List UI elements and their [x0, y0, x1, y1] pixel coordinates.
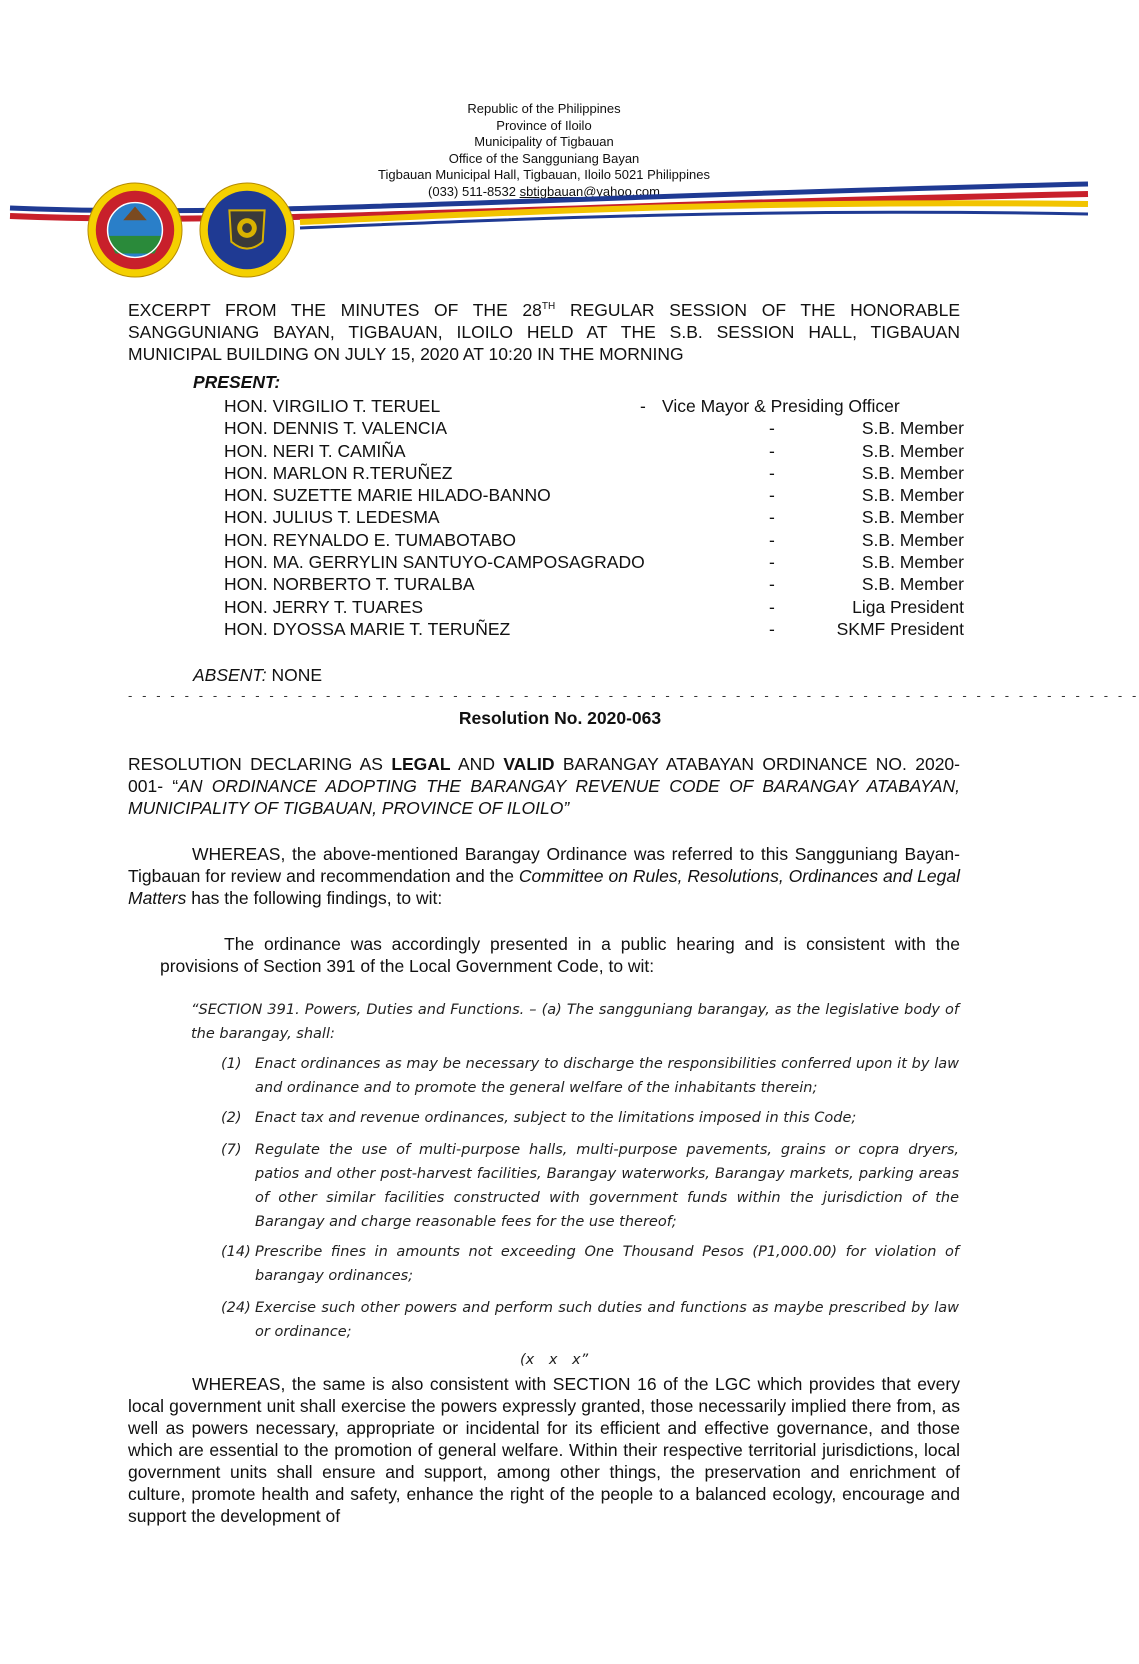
quote-item-number: (24)	[221, 1300, 251, 1316]
paragraph-text: has the following findings, to wit:	[186, 888, 443, 908]
member-position: S.B. Member	[861, 418, 964, 439]
absent-line	[193, 665, 322, 686]
member-row	[224, 417, 964, 439]
quote-item-text: Regulate the use of multi-purpose halls, multi-purpose pavements, grains or copra dryers, patios and other post-harvest facilities, Barangay waterworks, Barangay markets, parking areas of other similar facilities constructed with government funds within the jurisdiction of the Barangay and charge reasonable fees for the use thereof;	[255, 1142, 959, 1230]
quote-item-text: Enact ordinances as may be necessary to discharge the responsibilities conferred upon it by law and ordinance and to promote the general welfare of the inhabitants therein;	[255, 1056, 959, 1096]
member-row	[224, 596, 964, 618]
letterhead-line: Municipality of Tigbauan	[474, 134, 614, 149]
sangguniang-bayan-seal-logo	[198, 180, 296, 280]
excerpt-text-rest: REGULAR SESSION OF THE HONORABLE SANGGUNIANG BAYAN, TIGBAUAN, ILOILO HELD AT THE S.B. SESSION HALL, TIGBAUAN MUNICIPAL BUILDING ON JULY 15, 2020 AT 10:20 IN THE MORNING	[128, 299, 960, 364]
minutes-excerpt-heading	[128, 296, 960, 365]
title-bold-legal: LEGAL	[391, 754, 451, 774]
title-text: RESOLUTION DECLARING AS	[128, 754, 392, 774]
member-dash: -	[640, 396, 646, 416]
member-name: HON. DENNIS T. VALENCIA	[224, 418, 448, 439]
letterhead-line: Province of Iloilo	[496, 117, 592, 133]
member-dash: -	[769, 529, 775, 550]
member-row	[224, 462, 964, 484]
quote-item-text: Prescribe fines in amounts not exceeding One Thousand Pesos (P1,000.00) for violation of barangay ordinances;	[255, 1244, 959, 1284]
member-position: S.B. Member	[861, 529, 964, 550]
member-name: HON. REYNALDO E. TUMABOTABO	[224, 529, 517, 550]
excerpt-text: EXCERPT FROM THE MINUTES OF THE 28	[128, 299, 542, 320]
member-row	[224, 551, 964, 573]
member-name: HON. DYOSSA MARIE T. TERUÑEZ	[224, 618, 511, 639]
member-name: HON. VIRGILIO T. TERUEL	[224, 396, 441, 416]
member-position: S.B. Member	[861, 574, 964, 595]
quote-item-text: Exercise such other powers and perform such duties and functions as maybe prescribed by law or ordinance;	[255, 1300, 959, 1340]
quote-item-text: Enact tax and revenue ordinances, subject to the limitations imposed in this Code;	[255, 1110, 857, 1126]
member-dash: -	[769, 618, 775, 639]
quote-item-number: (7)	[221, 1142, 242, 1158]
quote-item	[221, 1138, 959, 1234]
paragraph-text: WHEREAS, the above-mentioned Barangay Ordinance was referred to this Sangguniang Bayan-Tigbauan for review and recommendation and the	[128, 844, 960, 886]
member-dash: -	[769, 507, 775, 528]
member-name: HON. JERRY T. TUARES	[224, 596, 424, 617]
member-dash: -	[769, 440, 775, 461]
excerpt-superscript: TH	[541, 301, 556, 312]
member-dash: -	[769, 462, 775, 483]
member-dash: -	[769, 485, 775, 506]
title-text: BARANGAY ATABAYAN ORDINANCE NO. 2020-001- “	[128, 754, 960, 796]
member-row	[224, 506, 964, 528]
resolution-number: Resolution No. 2020-063	[458, 708, 662, 728]
member-name: HON. JULIUS T. LEDESMA	[224, 507, 440, 528]
member-position: S.B. Member	[861, 485, 964, 506]
whereas-paragraph-2: WHEREAS, the same is also consistent with SECTION 16 of the LGC which provides that every local government unit shall exercise the powers expressly granted, those necessarily implied there from, as well as powers necessary, appropriate or incidental for its efficient and effective governance, and those which are essential to the promotion of general welfare. Within their respective territorial jurisdictions, local government units shall ensure and support, among other things, the preservation and enrichment of culture, promote health and safety, enhance the right of the people to a balanced ecology, encourage and support the development of	[128, 1374, 960, 1526]
email-link[interactable]: sbtigbauan@yahoo.com	[519, 183, 660, 199]
absent-value: NONE	[266, 665, 323, 685]
quote-item-number: (14)	[221, 1244, 251, 1260]
member-name: HON. SUZETTE MARIE HILADO-BANNO	[224, 485, 551, 506]
present-members-list	[224, 395, 964, 640]
quote-item-number: (2)	[221, 1110, 242, 1126]
dashed-separator: - - - - - - - - - - - - - - - - - - - - - - - - - - - - - - - - - - - - - - - - - - - - - - - - - - - - - - - - - - - - - - - - - - - - - - - -	[128, 688, 1139, 703]
quote-item	[221, 1240, 959, 1288]
member-dash: -	[769, 574, 775, 595]
member-name: HON. MA. GERRYLIN SANTUYO-CAMPOSAGRADO	[224, 552, 645, 573]
letterhead-line: Office of the Sangguniang Bayan	[448, 150, 640, 166]
member-position: Vice Mayor & Presiding Officer	[662, 396, 900, 416]
member-position: SKMF President	[836, 618, 964, 639]
member-row	[224, 529, 964, 551]
member-name: HON. NERI T. CAMIÑA	[224, 440, 406, 461]
committee-name: Committee on Rules, Resolutions, Ordinances and Legal Matters	[128, 866, 961, 908]
member-row	[224, 395, 964, 417]
title-text: AND	[450, 754, 504, 774]
member-dash: -	[769, 552, 775, 573]
member-row	[224, 573, 964, 595]
member-dash: -	[769, 418, 775, 439]
member-row	[224, 440, 964, 462]
member-name: HON. MARLON R.TERUÑEZ	[224, 462, 453, 483]
member-position: S.B. Member	[861, 507, 964, 528]
section-391-intro: “SECTION 391. Powers, Duties and Functions. – (a) The sangguniang barangay, as the legislative body of the barangay, shall:	[191, 1002, 959, 1042]
member-position: S.B. Member	[861, 462, 964, 483]
whereas-paragraph-1	[128, 843, 960, 909]
member-row	[224, 618, 964, 640]
member-position: Liga President	[852, 596, 964, 617]
resolution-title	[128, 753, 960, 819]
quote-item-number: (1)	[221, 1056, 242, 1072]
present-heading: PRESENT:	[193, 372, 281, 392]
member-row	[224, 484, 964, 506]
ordinance-title: AN ORDINANCE ADOPTING THE BARANGAY REVENUE CODE OF BARANGAY ATABAYAN, MUNICIPALITY OF TIGBAUAN, PROVINCE OF ILOILO”	[128, 776, 960, 818]
municipality-seal-logo	[86, 180, 184, 280]
member-position: S.B. Member	[861, 440, 964, 461]
title-bold-valid: VALID	[503, 754, 555, 774]
quote-item	[221, 1296, 959, 1344]
letterhead-line: Tigbauan Municipal Hall, Tigbauan, Iloilo 5021 Philippines	[378, 167, 710, 182]
quote-item	[221, 1052, 959, 1100]
ordinance-hearing-paragraph: The ordinance was accordingly presented in a public hearing and is consistent with the provisions of Section 391 of the Local Government Code, to wit:	[160, 934, 960, 976]
absent-label: ABSENT:	[193, 665, 267, 685]
quote-item	[221, 1106, 959, 1130]
member-name: HON. NORBERTO T. TURALBA	[224, 574, 475, 595]
member-dash: -	[769, 596, 775, 617]
letterhead-line: Republic of the Philippines	[467, 101, 621, 116]
phone-number: (033) 511-8532	[428, 183, 516, 199]
quote-closing: (x x x”	[520, 1352, 589, 1368]
member-position: S.B. Member	[861, 552, 964, 573]
